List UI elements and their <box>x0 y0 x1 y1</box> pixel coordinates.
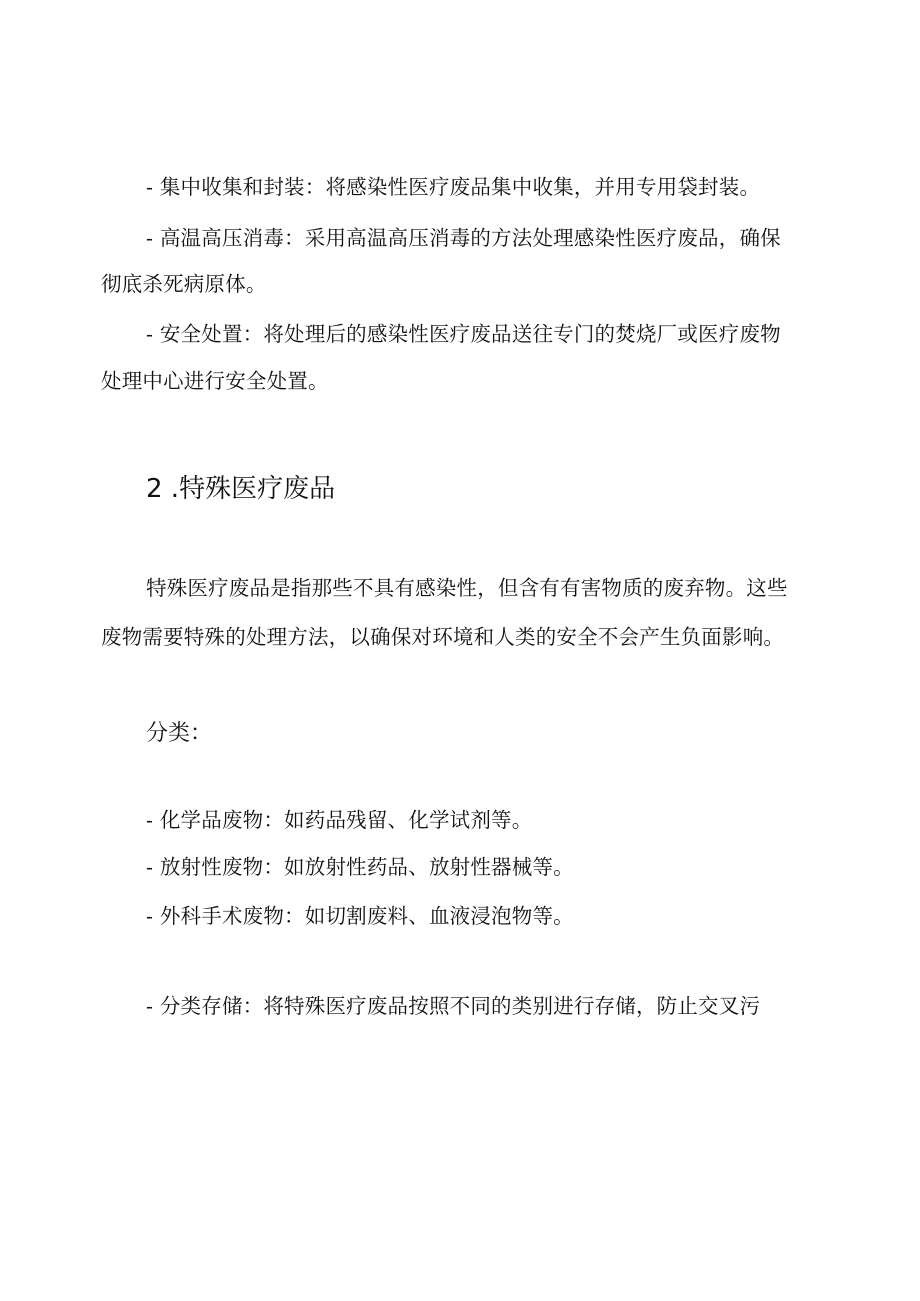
bullet-centralized-collection: - 集中收集和封装：将感染性医疗废品集中收集，并用专用袋封装。 <box>146 175 761 199</box>
bullet-sorted-storage: - 分类存储：将特殊医疗废品按照不同的类别进行存储，防止交叉污 <box>146 994 761 1018</box>
bullet-autoclave-line2: 彻底杀死病原体。 <box>101 272 267 296</box>
intro-paragraph-line2: 废物需要特殊的处理方法，以确保对环境和人类的安全不会产生负面影响。 <box>101 625 785 649</box>
category-chemical-waste: - 化学品废物：如药品残留、化学试剂等。 <box>146 808 533 832</box>
classification-label: 分类： <box>146 721 213 746</box>
category-radioactive-waste: - 放射性废物：如放射性药品、放射性器械等。 <box>146 855 574 879</box>
category-surgical-waste: - 外科手术废物：如切割废料、血液浸泡物等。 <box>146 904 574 928</box>
intro-paragraph-line1: 特殊医疗废品是指那些不具有感染性，但含有有害物质的废弃物。这些 <box>146 576 788 600</box>
bullet-autoclave-line1: - 高温高压消毒：采用高温高压消毒的方法处理感染性医疗废品，确保 <box>146 226 781 250</box>
bullet-safe-disposal-line2: 处理中心进行安全处置。 <box>101 369 329 393</box>
section-heading-special-waste: 2 .特殊医疗废品 <box>146 474 336 504</box>
bullet-safe-disposal-line1: - 安全处置：将处理后的感染性医疗废品送往专门的焚烧厂或医疗废物 <box>146 322 781 346</box>
